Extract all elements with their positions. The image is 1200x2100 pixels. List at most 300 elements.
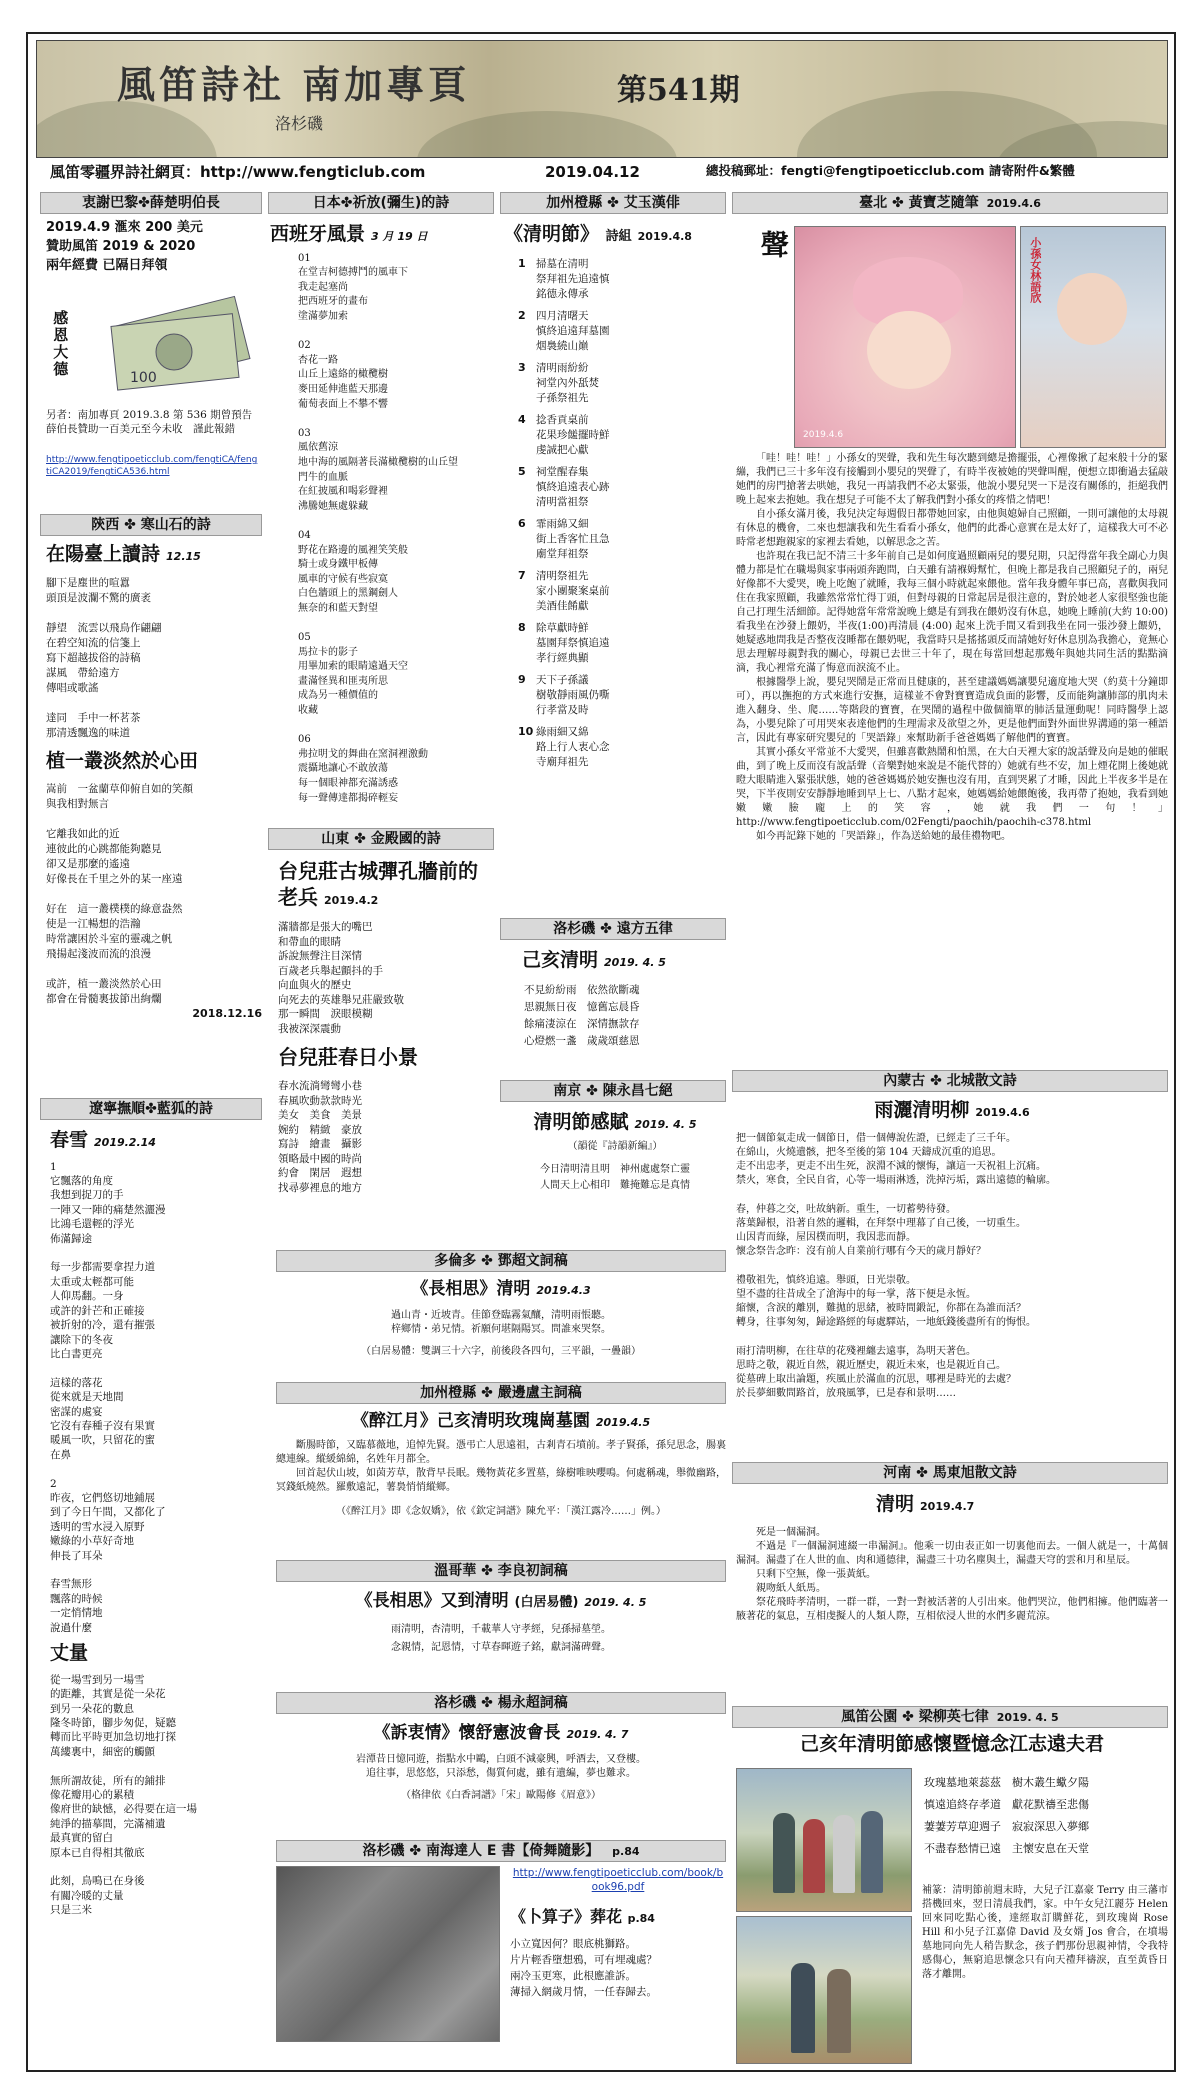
poem-date: 2019. 4. 5	[584, 1596, 647, 1609]
poem-line: 死是一個漏洞。	[756, 1526, 826, 1538]
poem-line: 春，仲暮之交，吐故納新。重生，一切蓄勢待發。	[736, 1203, 956, 1215]
nanhai-poem	[510, 1866, 726, 2046]
poem-line: 腳下是塵世的喧囂	[46, 576, 130, 589]
poem-line: 慎終追遠表心跡	[536, 480, 610, 493]
poem-date: 2018.12.16	[192, 1007, 262, 1021]
poem-line	[298, 514, 494, 529]
poem-line: 山丘上遠絡的橄欖樹	[298, 369, 388, 381]
section-header-shaanxi: 陝西 ✤ 寒山石的詩	[40, 514, 262, 536]
section-header-henan: 河南 ✤ 馬東旭散文詩	[732, 1462, 1168, 1484]
haiku-item	[504, 412, 726, 458]
essay-closing: 如今再記錄下她的「哭語錄」，作為送給她的最佳禮物吧。	[756, 831, 1011, 842]
poem-line: 或許的針芒和正確接	[50, 1304, 145, 1317]
poem-line	[736, 1330, 1168, 1344]
poem-line: 霏雨綿又細	[536, 517, 589, 530]
poem-title: 植一叢淡然於心田	[46, 749, 199, 772]
poem-line: 收藏	[298, 705, 318, 717]
family-photo-1	[736, 1768, 912, 1912]
shandong-poems	[278, 858, 494, 1240]
poem-line: 在鼻	[50, 1448, 71, 1461]
poem-line	[50, 1246, 262, 1260]
section-header-taipei	[732, 192, 1168, 214]
poem-line: 暖風一吹，只留花的蜜	[50, 1434, 155, 1447]
poem-line: 街上香客忙且急	[536, 532, 610, 545]
poem-line: 地中海的風隔著長滿橄欖樹的山丘望	[298, 456, 458, 468]
poem-line	[46, 962, 262, 977]
poem-note: （《醉江月》即《念奴嬌》，依《欽定詞譜》陳允平：「漢江露冷……」例。）	[336, 1505, 666, 1517]
haiku-item	[504, 724, 726, 770]
haiku-first-line	[518, 724, 726, 740]
essay-paragraph: 根據醫學上說，嬰兒哭鬧是正常而且健康的，甚至建議媽媽讓嬰兒適度地大哭（約莫十分鐘即可），再以撫抱的方式來進行安撫，這樣並不會對寶寶造成負面的影響，反而能夠讓肺部的肌肉未進入翻身、坐、爬……等階段的寶寶，在哭鬧的過程中做個簡單的肺活量運動呢！同時醫學上認為，小嬰兒除了可用哭來表達他們的生理需求及欲望之外，更是他們面對外面世界溝通的第一種語言，因此有專家研究嬰兒的「哭語錄」來幫助新手爸爸媽媽了解他們的寶寶。	[736, 677, 1168, 744]
poem-line: 心燈燃一盞 歲歲頌慈恩	[524, 1034, 640, 1047]
poem-line: 密謀的處宴	[50, 1405, 103, 1418]
haiku-number: 8	[518, 620, 526, 634]
poem-line: 我走起塞尚	[298, 281, 348, 293]
poem-line: 兩冷玉更寒，此根應誰訴。	[510, 1969, 636, 1982]
poem-line: 烟裊繞山巔	[536, 339, 589, 352]
haiku-item	[504, 256, 726, 302]
haiku-item	[504, 360, 726, 406]
poem-title-text: 己亥清明	[522, 949, 599, 971]
california-poems	[504, 222, 726, 912]
section-date: 2019. 4. 5	[996, 1711, 1059, 1724]
poem-line: 太重或太輕都可能	[50, 1275, 134, 1288]
poem-line: 只是三米	[50, 1904, 92, 1917]
poem-title	[510, 1906, 726, 1928]
poem-line: 除草獻時鮮	[536, 621, 589, 634]
poem-title	[736, 1492, 1168, 1518]
poem-line: 不過是『一個漏洞連綴一串漏洞』。他乘一切由表正如一切裏他而去。一個人就是一，十萬個漏洞。漏盡了在人世的血、肉和通德律，漏盡三十功名塵與土，漏盡天穹的雲和月和星辰。	[736, 1540, 1168, 1566]
photo-date: 2019.4.6	[803, 429, 844, 440]
poem-line: 轉身，往事匆匆，歸途路經的每處驛站，一地紙錢後盡所有的悔恨。	[736, 1317, 1036, 1329]
poem-line	[298, 719, 494, 734]
poem-line	[46, 696, 262, 711]
section-header-thanks: 衷謝巴黎✤薛楚明伯長	[40, 192, 262, 214]
poem-line	[298, 325, 494, 340]
section-header-orange-county: 加州橙縣 ✤ 嚴邊盧主詞稿	[276, 1382, 726, 1404]
poem-line: 雨清明，杏清明，千載華人守孝經，兒孫掃墓塋。	[391, 1623, 611, 1635]
poem-title-text: 在陽臺上讀詩	[46, 543, 161, 565]
poem-title	[504, 948, 726, 974]
poem-date: 2019.4.8	[637, 230, 692, 243]
poem-title: 丈量	[50, 1642, 89, 1665]
poem-line: 無奈的和藍天對望	[298, 602, 378, 614]
poem-title-text: 《訴衷情》懷舒憲波會長	[373, 1723, 561, 1743]
poem-title-text: 春雪	[50, 1129, 89, 1151]
poem-line: 虔誠把心獻	[536, 443, 589, 456]
thanks-link[interactable]: http://www.fengtipoeticclub.com/fengtiCA/fengtiCA2019/fengtiCA536.html	[46, 455, 258, 478]
poem-date: 2019.4.2	[324, 894, 379, 907]
poem-date: 2019. 4. 5	[634, 1118, 697, 1131]
poem-title	[276, 1722, 726, 1745]
poem-line: 這樣的落花	[50, 1376, 103, 1389]
masthead-editor: 洛杉磯	[275, 114, 324, 133]
poem-subtitle: （韻從『詩韻新編』）	[567, 1140, 663, 1152]
poem-line: 白色牆頭上的黑鋼劍人	[298, 588, 398, 600]
poem-body	[278, 1079, 494, 1195]
poem-line: 清明祭祖先	[536, 569, 589, 582]
poem-line: 追往事，思悠悠，只添愁，傷質何處，雖有遺編，夢也難求。	[366, 1767, 636, 1779]
haiku-first-line	[518, 308, 726, 324]
haiku-number: 4	[518, 412, 526, 426]
haiku-item	[504, 620, 726, 666]
poem-line: 孝行經典顯	[536, 651, 589, 664]
poem-body	[46, 576, 262, 741]
poem-line: 在堂吉柯德搏鬥的風車下	[298, 267, 408, 279]
poem-line: 昨夜，它們悠切地鋪展	[50, 1491, 155, 1504]
section-header-fengti-park	[732, 1706, 1168, 1728]
poem-line: 子孫祭祖先	[536, 391, 589, 404]
poem-line: 05	[298, 632, 311, 644]
haiku-item	[504, 516, 726, 562]
poem-line: 祠堂內外舐焚	[536, 376, 599, 389]
poem-line: 無所謂故徒，所有的鋪排	[50, 1774, 166, 1787]
page-number: p.84	[612, 1845, 640, 1858]
section-header-text: 風笛公園 ✤ 梁柳英七律	[841, 1709, 989, 1725]
poem-line: 萬縷裏中，細密的觸顫	[50, 1745, 155, 1758]
poem-line	[736, 1259, 1168, 1273]
poem-line: 03	[298, 427, 311, 439]
poem-line: 找尋夢裡息的地方	[278, 1181, 362, 1194]
poem-line: 每一個眼神都充滿誘惑	[298, 778, 398, 790]
poem-line: 透明的雪水浸入原野	[50, 1520, 145, 1533]
thanks-notice	[46, 218, 262, 478]
poem-line: 騎士或身鐵甲板傳	[298, 559, 378, 571]
poem-line: 2	[50, 1477, 57, 1490]
poem-line: 每一步都需要拿捏力道	[50, 1261, 155, 1274]
poem-line: 從來就是天地間	[50, 1391, 124, 1404]
poem-line: 像府世的缺憾，必得要在這一場	[50, 1803, 197, 1816]
poem-note: （格律依《白香詞譜》「宋」歐陽修《眉意》）	[401, 1789, 601, 1801]
masthead-title: 風笛詩社 南加專頁	[117, 62, 471, 107]
info-bar	[40, 162, 1165, 184]
thanks-note: 另者：南加專頁 2019.3.8 第 536 期曾預告薛伯長贊助一百美元至今未收 謹此報錯	[46, 409, 253, 435]
poem-line	[46, 887, 262, 902]
poem-line: 樹敬靜雨風仍嘶	[536, 688, 610, 701]
poem-line: 謀風 帶給遠方	[46, 666, 120, 679]
poem-line	[50, 1759, 262, 1773]
poem-body	[50, 1673, 262, 1918]
poem-line: 墓園拜祭慎追遠	[536, 636, 610, 649]
poem-body	[504, 982, 726, 1050]
poem-title	[276, 1278, 726, 1301]
poem-line	[736, 1188, 1168, 1202]
poem-body	[270, 252, 494, 807]
liaoning-poems	[50, 1128, 262, 2068]
haiku-item	[504, 464, 726, 510]
poem-line: 06	[298, 734, 311, 746]
poem-line: 伸長了耳朵	[50, 1549, 103, 1562]
poem-line: 那一瞬間 淚眼模糊	[278, 1008, 373, 1020]
submission-email[interactable]: 總投稿郵址：fengti@fengtipoeticclub.com 請寄附件&繁體	[706, 163, 1075, 178]
poem-line: 說過什麼	[50, 1621, 92, 1634]
poem-line: 沸騰她無處躲藏	[298, 500, 368, 512]
haiku-first-line	[518, 516, 726, 532]
poem-body	[46, 782, 262, 1007]
section-header-vancouver: 溫哥華 ✤ 李良初詞稿	[276, 1560, 726, 1582]
poem-line	[50, 1361, 262, 1375]
poem-line: 把西班牙的畫布	[298, 296, 368, 308]
haiku-list	[504, 256, 726, 770]
poem-date: 2019.4.3	[536, 1284, 591, 1297]
poem-line: 成為另一種價值的	[298, 690, 378, 702]
poem-date: 12.15	[166, 550, 201, 563]
thanks-line: 贊助風笛 2019 & 2020	[46, 239, 196, 254]
poem-line: 在紅披風和喝彩聲裡	[298, 486, 388, 498]
toronto-lyric	[276, 1278, 726, 1378]
poem-date: 2019. 4. 5	[604, 956, 666, 969]
poem-line: 行孝當及時	[536, 703, 589, 716]
poem-line: 好在 這一叢樸樸的綠意盎然	[46, 903, 183, 916]
poem-line: 佈滿歸途	[50, 1232, 92, 1245]
poem-line: 雨打清明柳，在往草的花殘裡纏去遠事，為明天著色。	[736, 1345, 976, 1357]
poem-line: 不盡春愁情已遠 主懷安息在天堂	[924, 1842, 1089, 1855]
poem-line: 卻又是那麼的遙遠	[46, 858, 130, 871]
poem-line: 祭拜祖先追遠慎	[536, 272, 610, 285]
poem-line: 清明雨紛紛	[536, 361, 589, 374]
section-header-text: 臺北 ✤ 黃寶芝隨筆	[859, 195, 979, 211]
poem-line: 04	[298, 529, 311, 541]
poem-line: 都會在骨髓裏拔節出絢爛	[46, 993, 162, 1006]
poem-body	[924, 1772, 1168, 1860]
poem-line: 或許，植一叢淡然於心田	[46, 978, 162, 991]
poem-line: 思親無日夜 憶舊忘晨昏	[524, 1000, 640, 1013]
poem-line: 飛揚起淺波而流的浪漫	[46, 948, 151, 961]
poem-note: 補篆：清明節前週末時，大兒子江嘉豪 Terry 由三藩市搭機回來，翌日清晨我們，家。中午女兒江麗芬 Helen 回來同吃點心後，達經取訂購鮮花，到玫瑰崗 Rose Hill 和小兒子江嘉偉 David 及女婿 Jos 會合，在墳場墓地同向先人稍告默念，孩子們那份思親神情，令我特感傷心，無窮追思懷念只有向天禮拜禱淚，直至黃昏日落才離開。	[922, 1885, 1168, 1980]
japan-poem	[270, 222, 494, 822]
poem-line: 時常讓困於斗室的靈魂之帆	[46, 933, 172, 946]
poem-line: 與我相對無言	[46, 798, 109, 811]
poem-date: 3 月 19 日	[371, 230, 428, 243]
poem-line: 親吻紙人紙馬。	[756, 1582, 826, 1594]
poem-line: 每一聲傳達都揭碎輕妄	[298, 792, 398, 804]
poem-line: 懷念祭告念昨：沒有前人自業前行哪有今天的歲月靜好？	[736, 1246, 986, 1258]
poem-line: 最真實的留白	[50, 1832, 113, 1845]
haiku-number: 7	[518, 568, 526, 582]
poem-line: 有關冷暖的丈量	[50, 1889, 124, 1902]
poem-line: 門牛的血脈	[298, 471, 348, 483]
section-header-california: 加州橙縣 ✤ 艾玉漢俳	[500, 192, 726, 214]
poem-line: 天下子孫議	[536, 673, 589, 686]
poem-body	[50, 1160, 262, 1635]
poem-line: 銘德永傳承	[536, 287, 589, 300]
section-date: 2019.4.6	[986, 197, 1041, 210]
poem-line: 春風吹動款款時光	[278, 1094, 362, 1107]
poem-line: 好像長在千里之外的某一座遠	[46, 873, 183, 886]
poem-line: 禮敬祖先，慎終追遠。舉頭，日光崇敬。	[736, 1274, 916, 1286]
poem-line: 和帶血的眼睛	[278, 935, 341, 948]
thanks-gratitude: 感恩大德	[51, 310, 70, 378]
poem-line: 四月清曙天	[536, 309, 589, 322]
poem-title	[504, 1110, 726, 1136]
essay-paragraph: 自小孫女滿月後，我兒決定每週假日都帶她回家，由他與媳婦自己照顧，一則可讓他的太母親有休息的機會，二來也想讓我和先生看看小孫女，他們的此番心意實在是太好了，這樣我大可不必時常老想跑親家的家裡去看她，以解思念之苦。	[736, 509, 1168, 548]
poem-title-text: 《清明節》	[504, 223, 600, 245]
poem-title	[278, 858, 494, 914]
poem-line: 梓鄉情・弟兄情。祈願何堪隔陽冥。問誰來哭祭。	[391, 1323, 611, 1335]
poem-line: 在綿山，火燒遺骸，把冬至後的第 104 天鑄成沉重的追思。	[736, 1146, 1002, 1158]
poem-line: 萋萋芳草迎週子 寂寂深思入夢鄉	[924, 1820, 1089, 1833]
poem-line: 畫滿怪異和匪夷所思	[298, 675, 388, 687]
essay-paragraph: 「哇！哇！哇！」小孫女的哭聲，我和先生每次聽到總是擔擺張，心裡像揪了起來般十分的緊繃，我們已三十多年沒有接觸到小嬰兒的哭聲了，有時半夜被她的哭聲叫醒，便想立即衝過去猛敲她們的房門搶著去哄她，我兒一再請我們不必太緊張，他說小嬰兒哭一下是沒有關係的，拒絕我們晚上起來去抱她。我在想兒子可能不太了解我們對小孫女的疼惜之情吧！	[736, 453, 1168, 506]
poem-title	[736, 1098, 1168, 1124]
haiku-first-line	[518, 464, 726, 480]
haiku-first-line	[518, 620, 726, 636]
poem-line: 風依舊涼	[298, 442, 338, 454]
poem-line: 我想到捉刀的手	[50, 1189, 124, 1202]
poem-body	[278, 920, 494, 1036]
haiku-number: 3	[518, 360, 526, 374]
poem-line: 片片輕香墮想鴉，可有埋魂處？	[510, 1953, 657, 1966]
poem-title-text: 雨灑清明柳	[874, 1099, 970, 1121]
poem-title	[504, 222, 726, 248]
poem-line	[298, 616, 494, 631]
money-illustration	[104, 290, 254, 400]
poem-line: 比白書更亮	[50, 1347, 103, 1360]
family-photo-2	[736, 1916, 912, 2064]
nanjing-poem	[504, 1110, 726, 1246]
issue-number: 第541期	[617, 73, 740, 108]
poem-date: 2019.2.14	[94, 1136, 156, 1149]
poem-line: 回首起伏山坡，如茵芳草，散背早長眠。幾物黃花多置墓，綠樹唯映嚶鳴。何處稱魂，舉微幽路，冥錢紙燒然。羅敷遠記，薯裊悄悄縱鄉。	[276, 1467, 726, 1493]
poem-line: 玫瑰墓地萊蕊茲 樹木叢生蠍夕陽	[924, 1776, 1089, 1789]
poem-note: （白居易體：雙調三十六字，前後段各四句，三平韻，一疊韻）	[361, 1345, 641, 1357]
vancouver-lyric	[276, 1590, 726, 1684]
poem-line: 念親情，記恩情，寸草春暉遊子銘，獻詞滿碑聲。	[391, 1641, 611, 1653]
poem-line: 一陣又一陣的痛楚然灑漫	[50, 1203, 166, 1216]
poem-line: 小立寬因何？眼底桃獅路。	[510, 1937, 636, 1950]
haiku-number: 1	[518, 256, 526, 270]
poem-line: 它沒有春種子沒有果實	[50, 1419, 155, 1432]
poem-line: 麥田延伸進藍天那邊	[298, 383, 388, 395]
haiku-first-line	[518, 568, 726, 584]
poem-line: 1	[50, 1160, 57, 1173]
poem-line: 山因青而綠，屋因樸而明，我因悲而靜。	[736, 1232, 916, 1244]
haiku-item	[504, 568, 726, 614]
poem-line: 家小團聚案桌前	[536, 584, 610, 597]
baby-photo-2	[1020, 226, 1166, 448]
poem-title	[276, 1590, 726, 1613]
baby-face	[867, 311, 951, 389]
poem-title	[46, 542, 262, 568]
poem-line: 弗拉明戈的舞曲在窯洞裡激動	[298, 748, 428, 760]
page-number: p.84	[627, 1912, 655, 1926]
poem-line: 向血與火的歷史	[278, 979, 352, 991]
orange-county-lyric	[276, 1410, 726, 1532]
taipei-essay	[736, 220, 1168, 1078]
poem-title-text: 清明	[876, 1493, 915, 1515]
poem-line: 今日清明清且明 神州處處祭亡靈	[540, 1163, 690, 1175]
poem-line: 杏花一路	[298, 354, 338, 366]
poem-title-text: 《卜算子》葬花	[510, 1907, 623, 1927]
poem-line: 寺廟拜祖先	[536, 755, 589, 768]
poem-line: 野花在路邊的風裡笑笑般	[298, 544, 408, 556]
poem-title	[50, 1128, 262, 1154]
poem-title-text: 清明節感賦	[533, 1111, 629, 1133]
poem-body	[510, 1936, 726, 2000]
poem-line: 在碧空知流的信箋上	[46, 636, 141, 649]
haiku-number: 5	[518, 464, 526, 478]
poem-line: 轉而比平時更加急切地打探	[50, 1731, 176, 1744]
haiku-number: 2	[518, 308, 526, 322]
poem-line: 比鴻毛還輕的浮光	[50, 1218, 134, 1231]
poem-line: 走不出忠孝，更走不出生死，淚淵不減的懷悔，讓這一天祝祖上沉痛。	[736, 1161, 1046, 1173]
poem-line: 滿牆都是張大的嘴巴	[278, 921, 373, 933]
poem-line: 人仰馬翻。一身	[50, 1290, 124, 1303]
haiku-first-line	[518, 672, 726, 688]
haiku-item	[504, 672, 726, 718]
poem-line: 向死去的英雄舉兄莊嚴致敬	[278, 993, 404, 1006]
poem-line: 震攝地讓心不敢放蕩	[298, 763, 388, 775]
poem-line: 不見紛紛雨 依然欲斷魂	[524, 983, 640, 996]
poem-line: 此刻，鳥鳴已在身後	[50, 1875, 145, 1888]
section-header-nanjing: 南京 ✤ 陳永昌七絕	[500, 1080, 726, 1102]
svg-text:100: 100	[130, 370, 157, 386]
haiku-first-line	[518, 256, 726, 272]
poem-line: 寫詩 繪畫 攝影	[278, 1138, 362, 1150]
section-header-liaoning: 遼寧撫順✤藍狐的詩	[40, 1098, 262, 1120]
haiku-first-line	[518, 412, 726, 428]
poem-line: 過山青・近坡青。佳節登臨霧氣釀，清明雨悵聽。	[391, 1309, 611, 1321]
poem-line: 領略最中國的時尚	[278, 1152, 362, 1165]
poem-line: 風車的守候有些寂寞	[298, 573, 388, 585]
poem-line: 餘痛淒涼在 深情撫款存	[524, 1017, 640, 1030]
poem-title: 台兒莊春日小景	[278, 1045, 418, 1069]
baby-face	[1057, 273, 1127, 345]
poem-line	[298, 412, 494, 427]
haiku-number: 10	[518, 724, 534, 738]
poem-line: 祠堂醒春集	[536, 465, 589, 478]
section-header-text: 洛杉磯 ✤ 南海達人 E 書【倚舞隨影】	[362, 1843, 600, 1859]
poem-line: 它離我如此的近	[46, 828, 120, 841]
poem-line: 縮懷，含淚的離別，難拋的思緒，被時間鍛記，你都在為誰而活？	[736, 1303, 1026, 1315]
ebook-link[interactable]: http://www.fengtipoeticclub.com/book/book96.pdf	[512, 1867, 724, 1894]
poem-line: 嫩綠的小草好奇地	[50, 1535, 134, 1548]
poem-date: 2019.4.5	[595, 1416, 651, 1429]
poem-line: 只剩下空無，像一張黃紙。	[756, 1568, 876, 1580]
poem-body	[504, 1162, 726, 1194]
haiku-number: 9	[518, 672, 526, 686]
poem-line: 02	[298, 340, 311, 352]
poem-line	[46, 606, 262, 621]
poem-line: 岩潭昔日憶同遊，指點水中鷗，白頭不減豪興，呼酒去，又登樓。	[356, 1753, 646, 1765]
poem-line: 落葉歸根，沿著自然的邏輯，在拜祭中理幕了自己後，一切重生。	[736, 1217, 1026, 1229]
site-url[interactable]: 風笛零疆界詩社網頁：http://www.fengticlub.com	[50, 163, 426, 181]
poem-line: 捻香貢桌前	[536, 413, 589, 426]
poem-title-text: 台兒莊古城彈孔牆前的老兵	[278, 859, 478, 909]
poem-line: 純淨的描摹間，完滿補遺	[50, 1817, 166, 1830]
poem-line: 嵩前 一盆蘭草仰俯自如的笑顏	[46, 783, 193, 796]
poem-line: 路上行人衷心念	[536, 740, 610, 753]
poem-line: 從墓碑上取出論題，疾風止於滿血的沉思，哪裡是時光的去處？	[736, 1374, 1016, 1386]
fengti-park-poem	[736, 1732, 1168, 2068]
poem-date: 2019. 4. 7	[566, 1728, 629, 1741]
essay-body	[736, 452, 1168, 844]
poem-line: 掃墓在清明	[536, 257, 589, 270]
poem-line: 的距離，其實是從一朵花	[50, 1688, 166, 1701]
poem-line: 薄掃入網歲月情，一任春歸去。	[510, 1985, 657, 1998]
poem-line: 望不盡的往昔成全了滄海中的每一掌，落下便是永恆。	[736, 1288, 976, 1300]
poem-line: 從一場雪到另一場雪	[50, 1673, 145, 1686]
la-farpoet-poem	[504, 948, 726, 1078]
poem-line: 01	[298, 252, 311, 264]
poem-line: 飄落的時候	[50, 1592, 103, 1605]
poem-line: 傳唱或歌謠	[46, 681, 99, 694]
poem-title: 己亥年清明節感懷暨憶念江志遠夫君	[799, 1733, 1104, 1755]
poem-line: 慎終追遠拜墓園	[536, 324, 610, 337]
essay-title: 聲	[756, 230, 790, 266]
poem-subtitle: (白居易體)	[514, 1595, 579, 1610]
poem-line: 美女 美食 美景	[278, 1109, 362, 1121]
